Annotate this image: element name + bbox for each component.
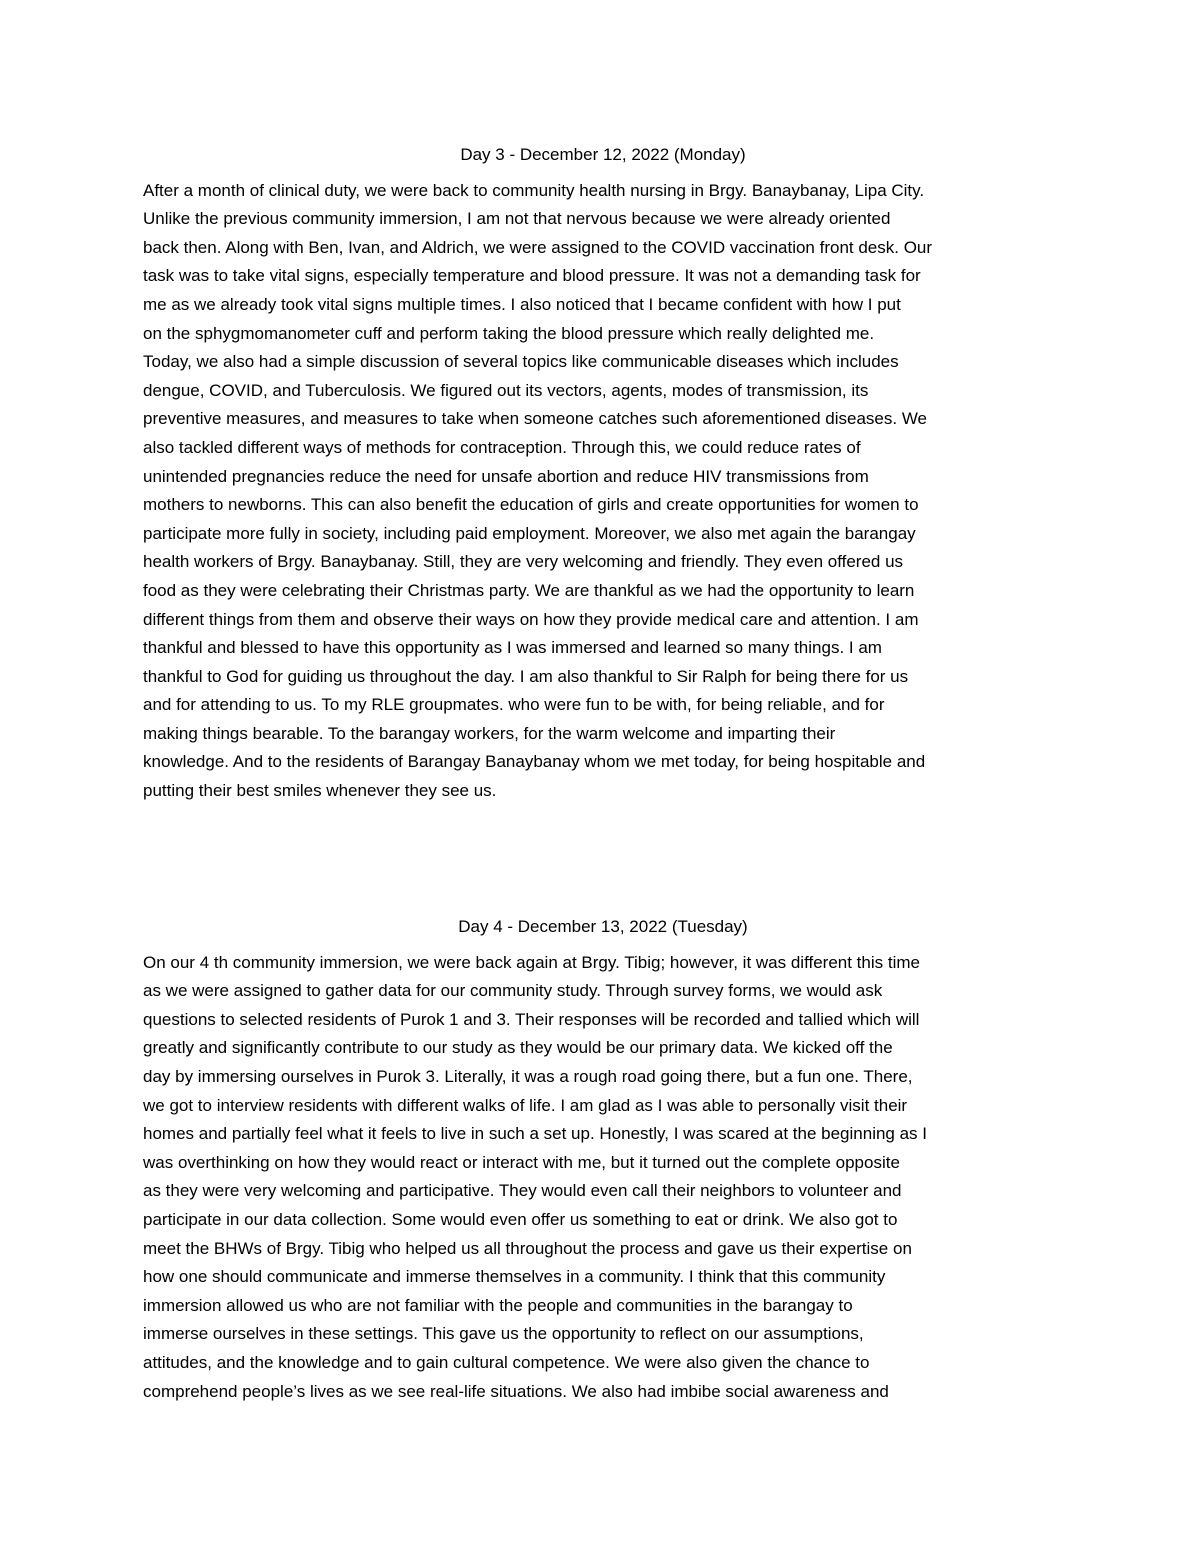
text-line: food as they were celebrating their Christmas party. We are thankful as we had the opportunity to learn (143, 580, 915, 600)
text-line: was overthinking on how they would react or interact with me, but it turned out the complete opposite (143, 1152, 900, 1172)
text-line: On our 4 th community immersion, we were back again at Brgy. Tibig; however, it was different this time (143, 952, 920, 972)
text-line: unintended pregnancies reduce the need for unsafe abortion and reduce HIV transmissions from (143, 466, 869, 486)
text-line: thankful and blessed to have this opportunity as I was immersed and learned so many things. I am (143, 638, 882, 658)
text-line: me as we already took vital signs multiple times. I also noticed that I became confident with how I put (143, 294, 901, 314)
entry-title: Day 3 - December 12, 2022 (Monday) (460, 145, 746, 164)
text-line: and for attending to us. To my RLE groupmates. who were fun to be with, for being reliable, and for (143, 695, 885, 715)
text-line: how one should communicate and immerse themselves in a community. I think that this community (143, 1267, 886, 1287)
text-line: different things from them and observe their ways on how they provide medical care and attention. I am (143, 609, 919, 629)
text-line: putting their best smiles whenever they see us. (143, 781, 497, 801)
text-line: greatly and significantly contribute to our study as they would be our primary data. We kicked off the (143, 1038, 893, 1058)
text-line: preventive measures, and measures to take when someone catches such aforementioned diseases. We (143, 409, 928, 429)
text-line: also tackled different ways of methods for contraception. Through this, we could reduce rates of (143, 437, 861, 457)
text-line: on the sphygmomanometer cuff and perform taking the blood pressure which really delighted me. (143, 323, 875, 343)
entry-body (143, 177, 1063, 806)
journal-entry-day-4 (143, 913, 1063, 1406)
text-line: homes and partially feel what it feels to live in such a set up. Honestly, I was scared at the beginning as I (143, 1124, 928, 1144)
text-line: as they were very welcoming and participative. They would even call their neighbors to volunteer and (143, 1181, 902, 1201)
text-line: task was to take vital signs, especially temperature and blood pressure. It was not a demanding task for (143, 266, 921, 286)
text-line: knowledge. And to the residents of Barangay Banaybanay whom we met today, for being hospitable and (143, 752, 926, 772)
text-line: attitudes, and the knowledge and to gain cultural competence. We were also given the chance to (143, 1352, 870, 1372)
text-line: Today, we also had a simple discussion of several topics like communicable diseases which includes (143, 352, 899, 372)
text-line: thankful to God for guiding us throughout the day. I am also thankful to Sir Ralph for being there for us (143, 666, 909, 686)
text-line: as we were assigned to gather data for our community study. Through survey forms, we would ask (143, 981, 883, 1001)
text-line: immerse ourselves in these settings. This gave us the opportunity to reflect on our assumptions, (143, 1324, 864, 1344)
text-line: After a month of clinical duty, we were back to community health nursing in Brgy. Banaybanay, Lipa City. (143, 180, 925, 200)
text-line: immersion allowed us who are not familiar with the people and communities in the barangay to (143, 1295, 853, 1315)
text-line: mothers to newborns. This can also benefit the education of girls and create opportunities for women to (143, 495, 919, 515)
text-line: we got to interview residents with different walks of life. I am glad as I was able to personally visit their (143, 1095, 908, 1115)
journal-entry-day-3 (143, 141, 1063, 806)
text-line: day by immersing ourselves in Purok 3. Literally, it was a rough road going there, but a fun one. There, (143, 1066, 913, 1086)
text-line: making things bearable. To the barangay workers, for the warm welcome and imparting their (143, 723, 836, 743)
text-line: dengue, COVID, and Tuberculosis. We figured out its vectors, agents, modes of transmission, its (143, 380, 869, 400)
text-line: participate in our data collection. Some would even offer us something to eat or drink. We also got to (143, 1209, 898, 1229)
text-line: meet the BHWs of Brgy. Tibig who helped us all throughout the process and gave us their expertise on (143, 1238, 912, 1258)
entry-body (143, 949, 1063, 1407)
text-line: questions to selected residents of Purok 1 and 3. Their responses will be recorded and tallied which will (143, 1009, 920, 1029)
text-line: comprehend people’s lives as we see real-life situations. We also had imbibe social awareness and (143, 1381, 889, 1401)
text-line: back then. Along with Ben, Ivan, and Aldrich, we were assigned to the COVID vaccination front desk. Our (143, 237, 933, 257)
text-line: Unlike the previous community immersion, I am not that nervous because we were already oriented (143, 209, 891, 229)
text-line: health workers of Brgy. Banaybanay. Still, they are very welcoming and friendly. They even offered us (143, 552, 904, 572)
entry-title: Day 4 - December 13, 2022 (Tuesday) (458, 917, 748, 936)
text-line: participate more fully in society, including paid employment. Moreover, we also met again the barangay (143, 523, 916, 543)
